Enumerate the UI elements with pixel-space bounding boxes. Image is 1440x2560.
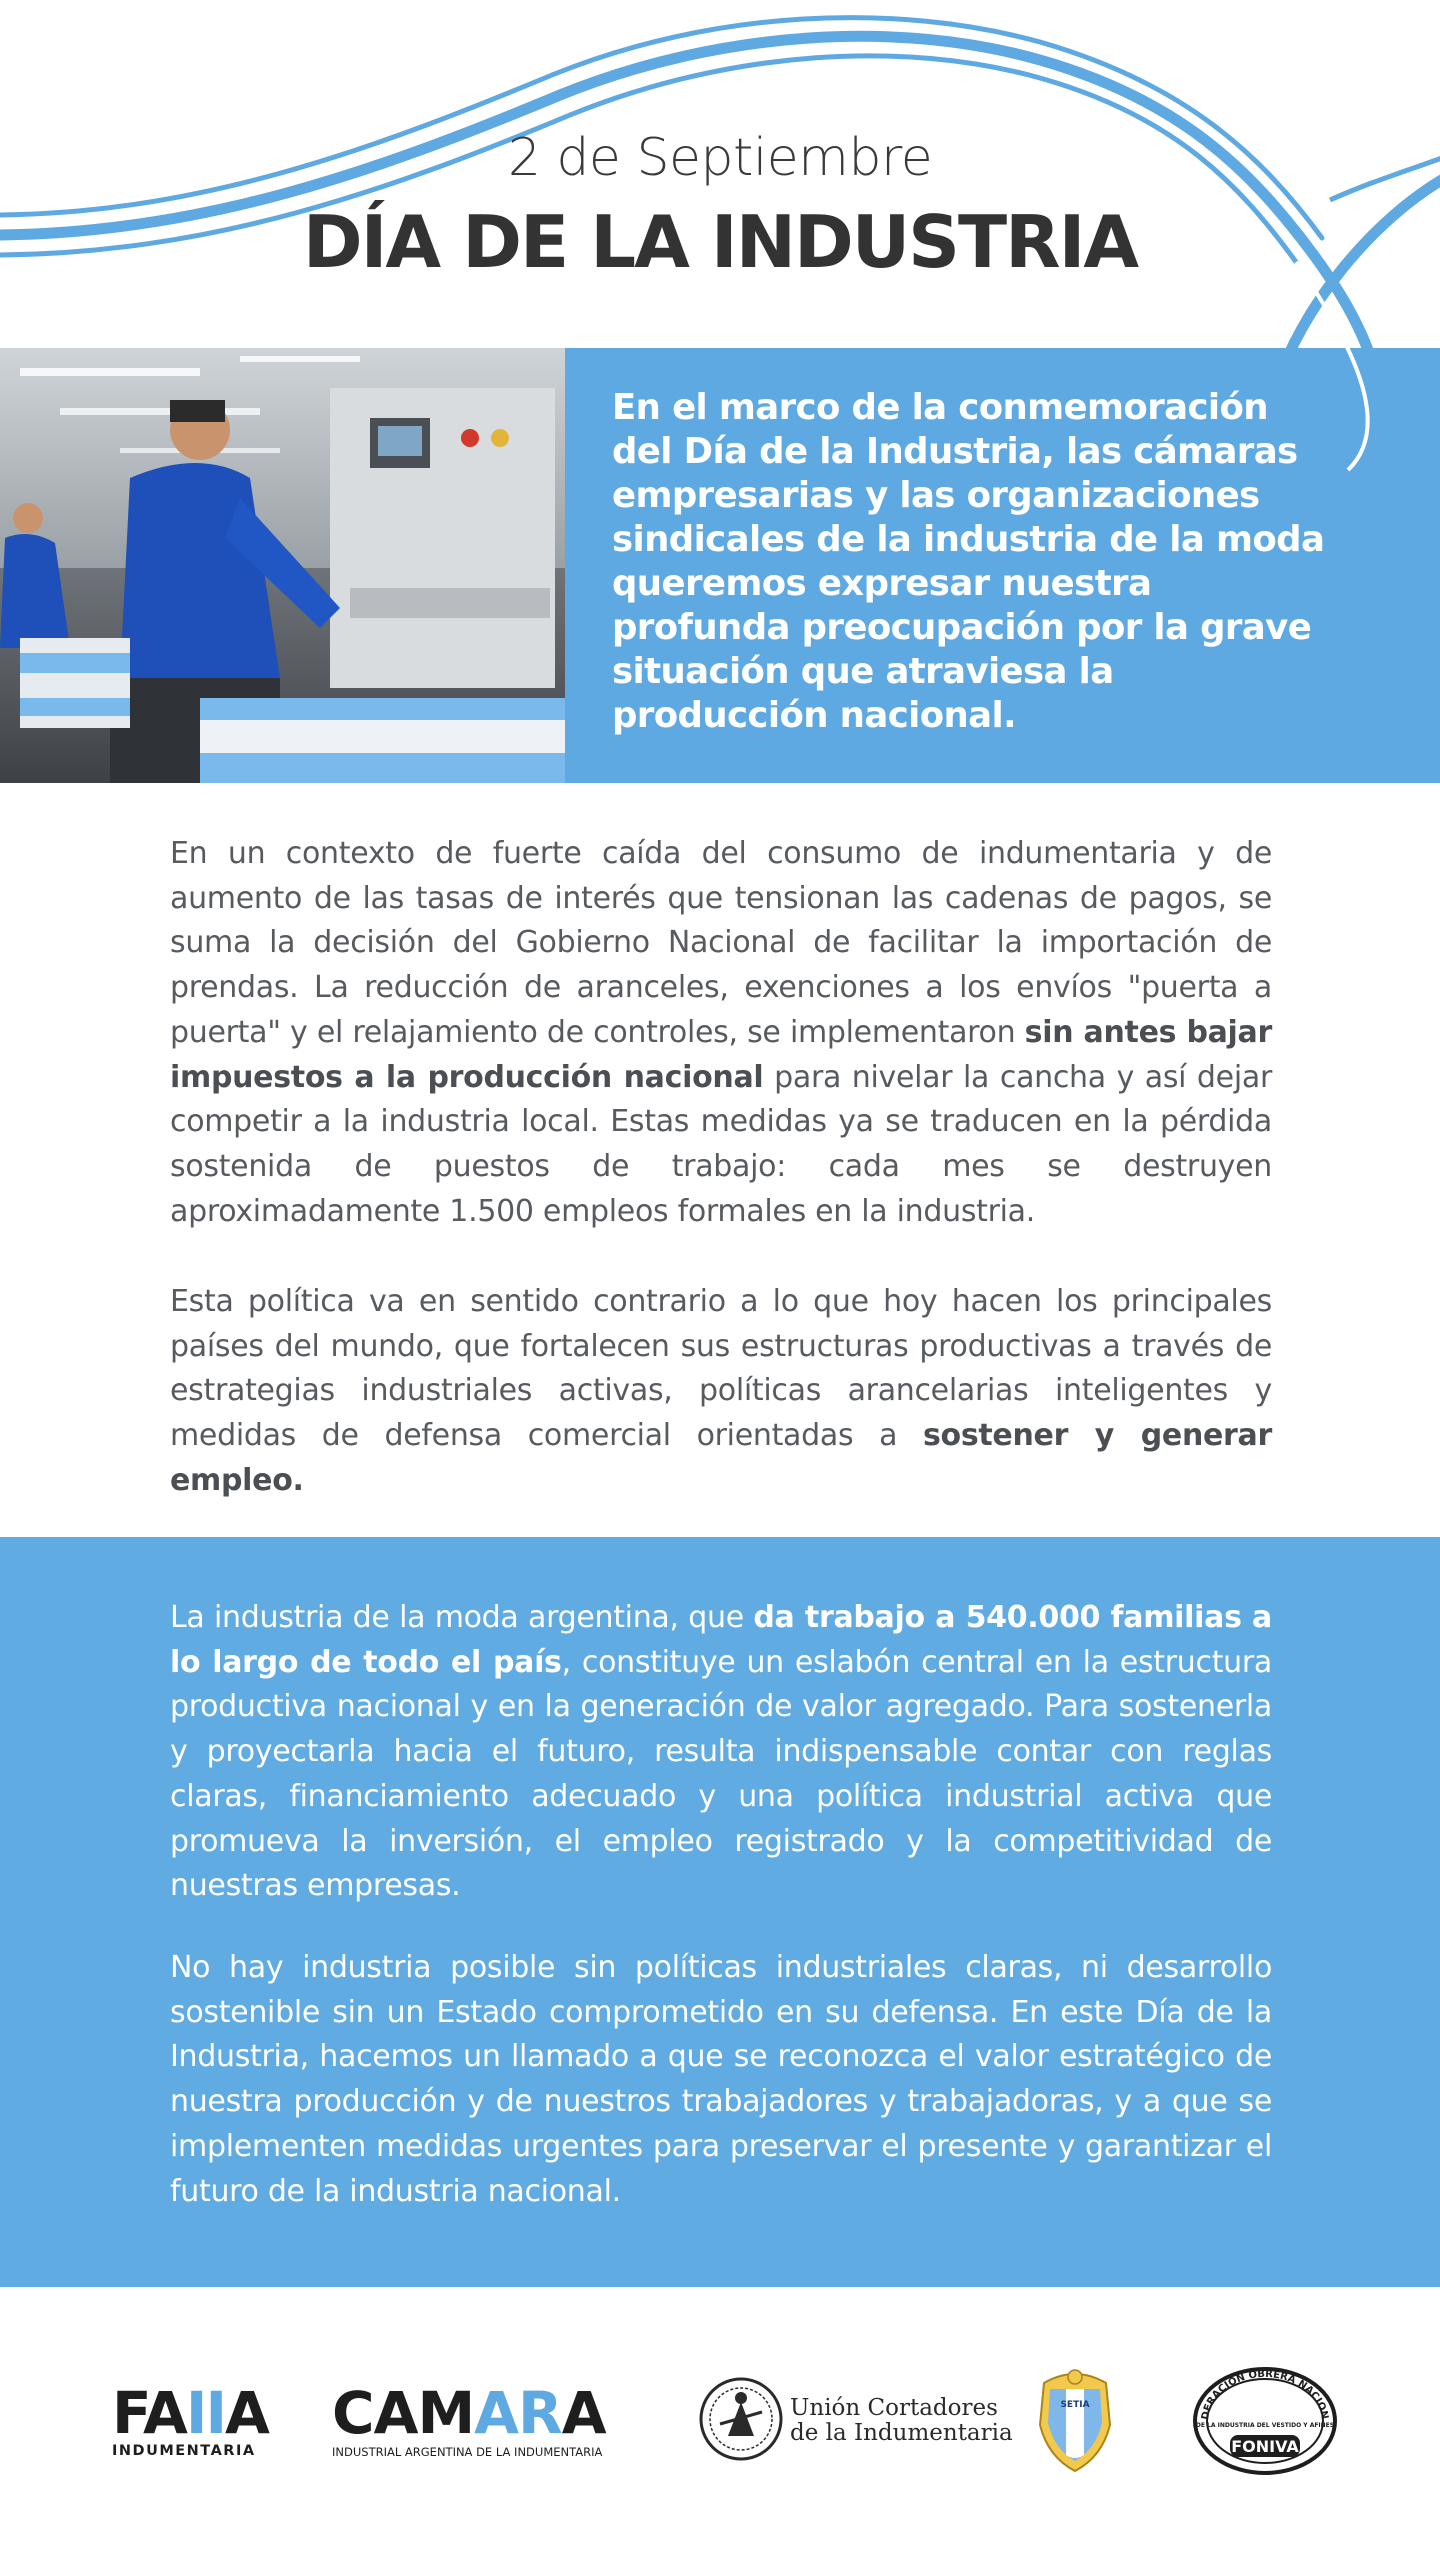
highlight-employment: sostener y generar empleo. [170,1418,1272,1498]
factory-photo-illustration [0,348,565,783]
logos-footer [0,2287,1440,2560]
foniva-emblem [1190,2365,1340,2477]
paragraph-policy: Esta política va en sentido contrario a lo que hoy hacen los principales países del mundo, que fortalecen sus estructuras productivas a través de estrategias industriales activas, políticas arancelarias inteligentes y medidas de defensa comercial orientadas a sostener y generar empleo. [170,1284,1272,1498]
camara-logo: CAMARA INDUSTRIAL ARGENTINA DE LA INDUMENTARIA [332,2379,606,2459]
paragraph-context: En un contexto de fuerte caída del consumo de indumentaria y de aumento de las tasas de interés que tensionan las cadenas de pagos, se suma la decisión del Gobierno Nacional de facilitar la importación de prendas. La reducción de aranceles, exenciones a los envíos "puerta a puerta" y el relajamiento de controles, se implementaron sin antes bajar impuestos a la producción nacional para nivelar la cancha y así dejar competir a la industria local. Estas medidas ya se traducen en la pérdida sostenida de puestos de trabajo: cada mes se destruyen aproximadamente 1.500 empleos formales en la industria. [170,836,1272,1229]
intro-statement: En el marco de la conmemoración del Día de la Industria, las cámaras empresarias y las organizaciones sindicales de la industria de la moda queremos expresar nuestra profunda preocupación por la grave situación que atraviesa la producción nacional. [612,387,1325,736]
svg-text:FEDERACION OBRERA NACIONAL: DERACION OBRERA NACION [1200,2368,1330,2421]
paragraph-call-to-action: No hay industria posible sin políticas industriales claras, ni desarrollo sostenible sin un Estado comprometido en su defensa. En este Día de la Industria, hacemos un llamado a que se reconozca el valor estratégico de nuestra producción y de nuestros trabajadores y trabajadoras, y a que se implementen medidas urgentes para preservar el presente y garantizar el futuro de la industria nacional. [170,1950,1272,2209]
paragraph-fashion-industry: La industria de la moda argentina, que da trabajo a 540.000 familias a lo largo de todo el país, constituye un eslabón central en la estructura productiva nacional y en la generación de valor agregado. Para sostenerla y proyectarla hacia el futuro, resulta indispensable contar con reglas claras, financiamiento adecuado y una política industrial activa que promueva la inversión, el empleo registrado y la competitividad de nuestras empresas. [170,1600,1272,1904]
highlight-taxes: sin antes bajar impuestos a la producción nacional [170,1014,1272,1095]
date-subtitle: 2 de Septiembre [507,128,933,188]
intro-section [0,348,1440,783]
faiia-logo: FAIIA INDUMENTARIA [112,2379,268,2459]
svg-text:FONIVA: FONIVA [1231,2437,1299,2456]
svg-text:SETIA: SETIA [1060,2400,1090,2410]
highlight-families: da trabajo a 540.000 familias a lo largo de todo el país [170,1600,1272,1680]
page-header [0,0,1440,348]
foniva-logo [1190,2365,1340,2477]
union-seal-icon [698,2374,784,2464]
svg-text:DE LA INDUSTRIA DEL VESTIDO Y: DE LA INDUSTRIA DEL VESTIDO Y AFINES [1195,2422,1335,2429]
factory-worker-photo [0,348,565,783]
setia-logo [1030,2365,1120,2475]
setia-shield-icon [1030,2365,1120,2475]
page-title: DÍA DE LA INDUSTRIA [302,200,1138,284]
union-cortadores-logo: Unión Cortadores de la Indumentaria [698,2372,988,2467]
